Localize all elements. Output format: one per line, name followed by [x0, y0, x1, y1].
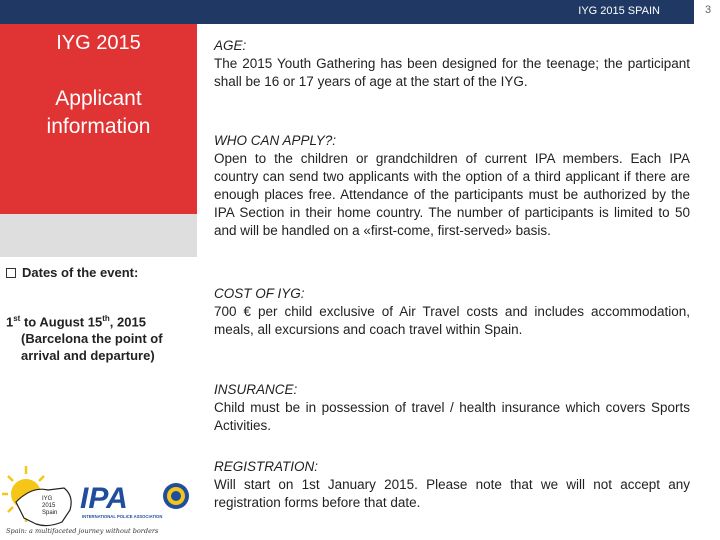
cost-body: 700 € per child exclusive of Air Travel costs and includes accommodation, meals, all excursions and coach travel within Spain.	[214, 304, 690, 337]
page-number: 3	[704, 4, 712, 16]
location-note-line-1: (Barcelona the point of	[21, 331, 163, 347]
start-day: 1	[6, 314, 14, 330]
start-suffix: st	[13, 314, 21, 323]
date-middle: to August 15	[20, 314, 103, 330]
end-suffix: th	[102, 314, 110, 323]
badge-text-2: 2015	[42, 503, 56, 509]
subtitle-line-1: Applicant	[55, 87, 142, 110]
insurance-heading: INSURANCE:	[214, 382, 298, 397]
event-dates	[6, 310, 196, 364]
ipa-iyg-logo	[2, 462, 198, 536]
gray-band	[0, 214, 197, 257]
section-age	[214, 37, 690, 91]
section-registration	[214, 458, 690, 512]
org-name: INTERNATIONAL POLICE ASSOCIATION	[82, 514, 163, 519]
section-insurance	[214, 381, 690, 435]
registration-heading: REGISTRATION:	[214, 459, 319, 474]
badge-text-3: Spain	[42, 510, 58, 516]
age-body: The 2015 Youth Gathering has been designed for the teenage; the participant shall be 16 or 17 years of age at the start of the IYG.	[214, 56, 690, 89]
who-heading: WHO CAN APPLY?:	[214, 133, 337, 148]
location-note-line-2: arrival and departure)	[21, 348, 155, 364]
subtitle-line-2: information	[46, 115, 151, 138]
age-heading: AGE:	[214, 38, 247, 53]
ipa-emblem-icon	[163, 483, 189, 509]
header-divider	[694, 0, 695, 24]
section-who-can-apply	[214, 132, 690, 240]
checkbox-bullet-icon	[6, 268, 16, 278]
registration-body: Will start on 1st January 2015. Please note that we will not accept any registration forms before that date.	[214, 477, 690, 510]
section-cost	[214, 285, 690, 339]
who-body: Open to the children or grandchildren of current IPA members. Each IPA country can send two applicants with the option of a third applicant if there are enough places free. Attendance of the participants must be authorized by the IPA Section in their home country. The number of participants is limited to 50 and will be handled on a «first-come, first-served» basis.	[214, 151, 690, 238]
header-title: IYG 2015 SPAIN	[578, 5, 660, 17]
event-label-row	[6, 265, 138, 280]
slide-title: IYG 2015	[56, 32, 141, 54]
logo-tagline: Spain: a multifaceted journey without borders	[6, 527, 159, 535]
ipa-acronym: IPA	[80, 482, 128, 515]
date-year: , 2015	[109, 314, 146, 330]
insurance-body: Child must be in possession of travel / health insurance which covers Sports Activities.	[214, 400, 690, 433]
cost-heading: COST OF IYG:	[214, 286, 305, 301]
event-label: Dates of the event:	[22, 265, 139, 280]
header-bar	[0, 0, 694, 24]
badge-text-1: IYG	[42, 496, 53, 502]
slide-subtitle	[0, 85, 197, 141]
